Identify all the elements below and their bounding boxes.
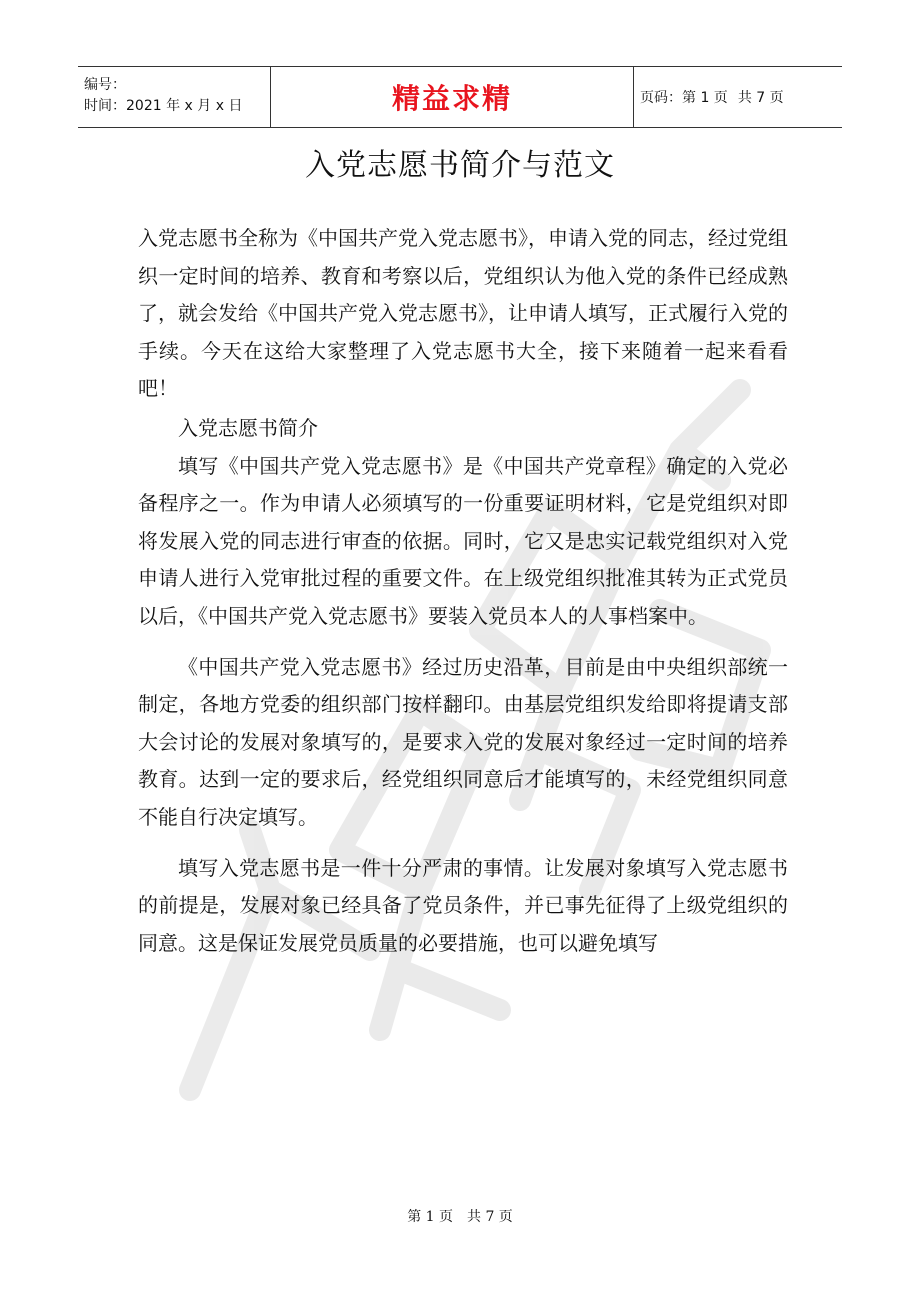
document-title: 入党志愿书简介与范文 <box>305 148 615 183</box>
body-paragraph-2: 《中国共产党入党志愿书》经过历史沿革，目前是由中央组织部统一制定，各地方党委的组织部门按样翻印。由基层党组织发给即将提请支部大会讨论的发展对象填写的，是要求入党的发展对象经过一定时间的培养教育。达到一定的要求后，经党组织同意后才能填写的，未经党组织同意不能自行决定填写。 <box>138 654 788 829</box>
time-label: 时间： <box>84 98 126 114</box>
intro-paragraph: 入党志愿书全称为《中国共产党入党志愿书》，申请入党的同志，经过党组织一定时间的培养、教育和考察以后，党组织认为他入党的条件已经成熟了，就会发给《中国共产党入党志愿书》，让申请人填写，正式履行入党的手续。今天在这给大家整理了入党志愿书大全，接下来随着一起来看看吧！ <box>138 226 788 401</box>
page-number-cell <box>634 67 842 127</box>
section-subheading: 入党志愿书简介 <box>178 415 318 440</box>
footer-page: 第 1 页 <box>407 1209 453 1225</box>
document-header <box>78 66 842 128</box>
page-footer <box>0 1206 920 1226</box>
page-label: 页码： <box>640 90 682 106</box>
brand-cell <box>271 67 634 127</box>
body-paragraph-3: 填写入党志愿书是一件十分严肃的事情。让发展对象填写入党志愿书的前提是，发展对象已经具备了党员条件，并已事先征得了上级党组织的同意。这是保证发展党员质量的必要措施，也可以避免填写 <box>138 855 788 955</box>
number-label: 编号： <box>84 77 126 93</box>
brand-slogan: 精益求精 <box>391 82 512 115</box>
body-paragraph-1: 填写《中国共产党入党志愿书》是《中国共产党章程》确定的入党必备程序之一。作为申请人必须填写的一份重要证明材料，它是党组织对即将发展入党的同志进行审查的依据。同时，它又是忠实记载党组织对入党申请人进行入党审批过程的重要文件。在上级党组织批准其转为正式党员以后，《中国共产党入党志愿书》要装入党员本人的人事档案中。 <box>138 453 788 628</box>
page-current: 第 1 页 <box>682 90 728 106</box>
header-meta-cell <box>78 67 271 127</box>
document-body <box>138 220 788 962</box>
footer-total: 共 7 页 <box>467 1209 513 1225</box>
time-row <box>84 96 270 117</box>
time-value: 2021 年 x 月 x 日 <box>126 98 243 114</box>
page-total: 共 7 页 <box>737 90 784 106</box>
